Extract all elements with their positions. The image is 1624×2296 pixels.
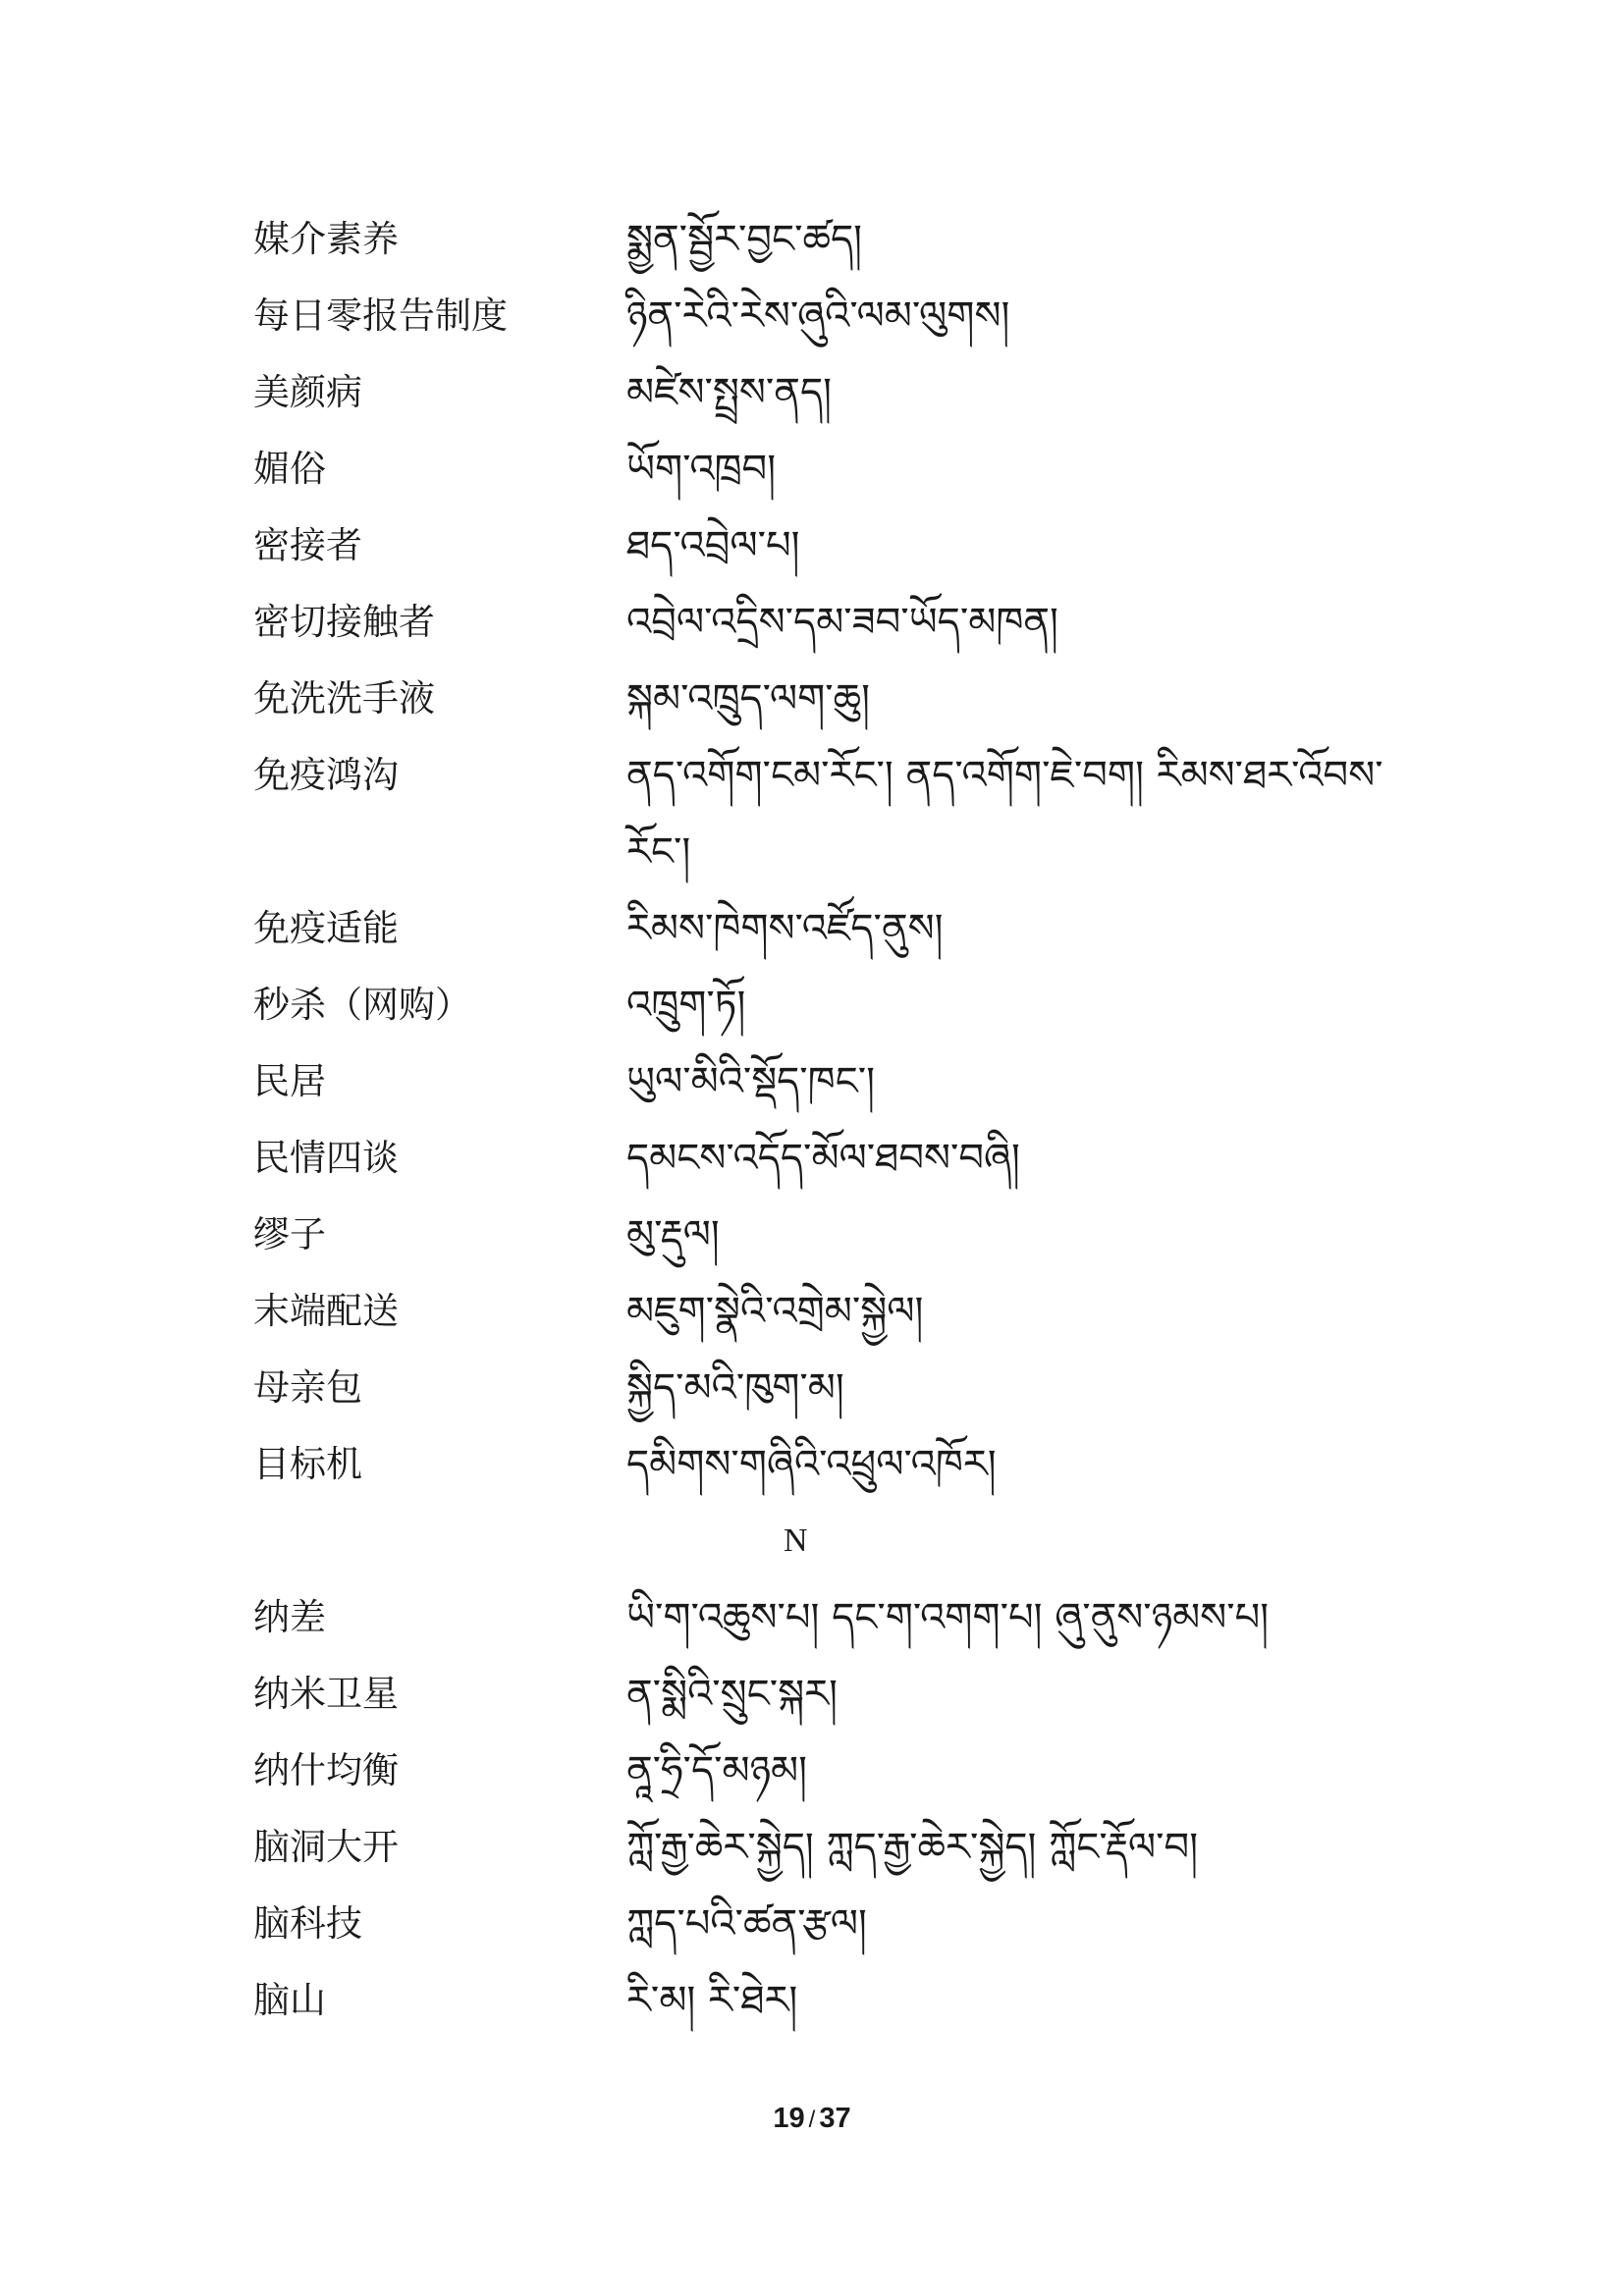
- glossary-entry: [253, 1273, 1412, 1350]
- glossary-entry: [253, 890, 1412, 967]
- chinese-term: 免疫适能: [253, 907, 399, 949]
- glossary-entry: [253, 661, 1412, 737]
- tibetan-translation: འབྲེལ་འདྲིས་དམ་ཟབ་ཡོད་མཁན།: [626, 600, 1058, 645]
- glossary-entry: [253, 1733, 1412, 1809]
- tibetan-translation: འཁྲུག་ཏོ།: [626, 983, 746, 1028]
- glossary-entry: [253, 1350, 1412, 1426]
- chinese-term: 民居: [253, 1060, 326, 1102]
- page-number: [0, 2103, 1624, 2135]
- chinese-term: 每日零报告制度: [253, 294, 508, 337]
- current-page-number: 19: [773, 2103, 805, 2134]
- chinese-term: 免疫鸿沟: [253, 754, 399, 796]
- section-heading-letter: N: [784, 1522, 808, 1559]
- chinese-term: 脑山: [253, 1979, 326, 2021]
- chinese-term: 脑科技: [253, 1902, 362, 1945]
- chinese-term: 纳什均衡: [253, 1749, 399, 1791]
- tibetan-translation: དམངས་འདོད་མོལ་ཐབས་བཞི།: [626, 1136, 1020, 1181]
- tibetan-translation: ཀླད་པའི་ཚན་རྩལ།: [626, 1901, 867, 1947]
- glossary-entry: [253, 1962, 1412, 2039]
- tibetan-translation: ཡོག་འཁྲབ།: [626, 447, 777, 492]
- glossary-entry: [253, 737, 1412, 890]
- glossary-entry: [253, 1426, 1412, 1503]
- glossary-entry: [253, 1579, 1412, 1656]
- glossary-entry: [253, 431, 1412, 507]
- chinese-term: 母亲包: [253, 1366, 362, 1409]
- chinese-term: 密接者: [253, 524, 362, 566]
- chinese-term: 美颜病: [253, 371, 362, 413]
- tibetan-translation: ཡི་ག་འཆུས་པ། དང་ག་འགག་པ། ཞུ་ནུས་ཉམས་པ།: [626, 1595, 1270, 1640]
- chinese-term: 民情四谈: [253, 1137, 399, 1179]
- tibetan-translation: རིམས་ཁེགས་འཛོད་ནུས།: [626, 906, 944, 951]
- glossary-entry: [253, 967, 1412, 1043]
- chinese-term: 密切接触者: [253, 601, 435, 643]
- tibetan-translation: ཀློ་རྒྱ་ཆེར་སྐྱེད། ཀླད་རྒྱ་ཆེར་སྐྱེད། ཀློང་རྡོལ་བ།: [626, 1825, 1199, 1870]
- tibetan-translation: སྐྱིད་མའི་ཁུག་མ།: [626, 1365, 844, 1411]
- glossary-entry: [253, 1043, 1412, 1120]
- tibetan-translation: ཐད་འབྲེལ་པ།: [626, 523, 800, 568]
- tibetan-translation: མཇུག་སྣེའི་འགྲེམ་སྐྱེལ།: [626, 1289, 924, 1334]
- glossary-entry: [253, 1809, 1412, 1886]
- glossary-entry: [253, 1120, 1412, 1197]
- tibetan-translation: སྐམ་འཁྲུད་ལག་ཆུ།: [626, 676, 870, 721]
- chinese-term: 纳差: [253, 1596, 326, 1638]
- glossary-entry: [253, 1886, 1412, 1962]
- chinese-term: 媚俗: [253, 448, 326, 490]
- tibetan-translation: ན་སྨིའི་སྲུང་སྐར།: [626, 1672, 838, 1717]
- tibetan-translation: རི་མ། རི་ཐེར།: [626, 1978, 798, 2023]
- glossary-entry: [253, 354, 1412, 431]
- page-number-separator: /: [808, 2107, 816, 2133]
- tibetan-translation: མཛེས་སྤྲས་ནད།: [626, 370, 832, 415]
- tibetan-translation: ཉིན་རེའི་རེས་ཞུའི་ལམ་ལུགས།: [626, 294, 1010, 339]
- glossary-entry: [253, 507, 1412, 584]
- chinese-term: 秒杀（网购）: [253, 984, 471, 1026]
- tibetan-translation: ཡུལ་མིའི་སྡོད་ཁང་།: [626, 1059, 876, 1104]
- chinese-term: 缪子: [253, 1213, 326, 1255]
- glossary-entry: [253, 278, 1412, 354]
- glossary-entry: [253, 584, 1412, 661]
- tibetan-translation: ནད་འགོག་ངམ་རོང་། ནད་འགོག་ཇེ་བག། རིམས་ཐར་འོབས་རོང་།: [626, 753, 1383, 875]
- glossary-entry: [253, 1656, 1412, 1733]
- chinese-term: 脑洞大开: [253, 1826, 399, 1868]
- tibetan-translation: དམིགས་གཞིའི་འཕྲུལ་འཁོར།: [626, 1442, 997, 1487]
- chinese-term: 媒介素养: [253, 218, 399, 260]
- tibetan-translation: ནཱ་ཧྲི་དོ་མཉམ།: [626, 1748, 807, 1793]
- chinese-term: 目标机: [253, 1443, 362, 1485]
- tibetan-translation: སྨྱན་སྦྱོར་བྱང་ཚད།: [626, 217, 863, 262]
- chinese-term: 免洗洗手液: [253, 677, 435, 720]
- glossary-entry: [253, 1197, 1412, 1273]
- total-page-count: 37: [819, 2103, 851, 2134]
- chinese-term: 末端配送: [253, 1290, 399, 1332]
- glossary-entries: [253, 201, 1412, 2039]
- glossary-entry: [253, 201, 1412, 278]
- tibetan-translation: མུ་རྡུལ།: [626, 1212, 720, 1257]
- chinese-term: 纳米卫星: [253, 1673, 399, 1715]
